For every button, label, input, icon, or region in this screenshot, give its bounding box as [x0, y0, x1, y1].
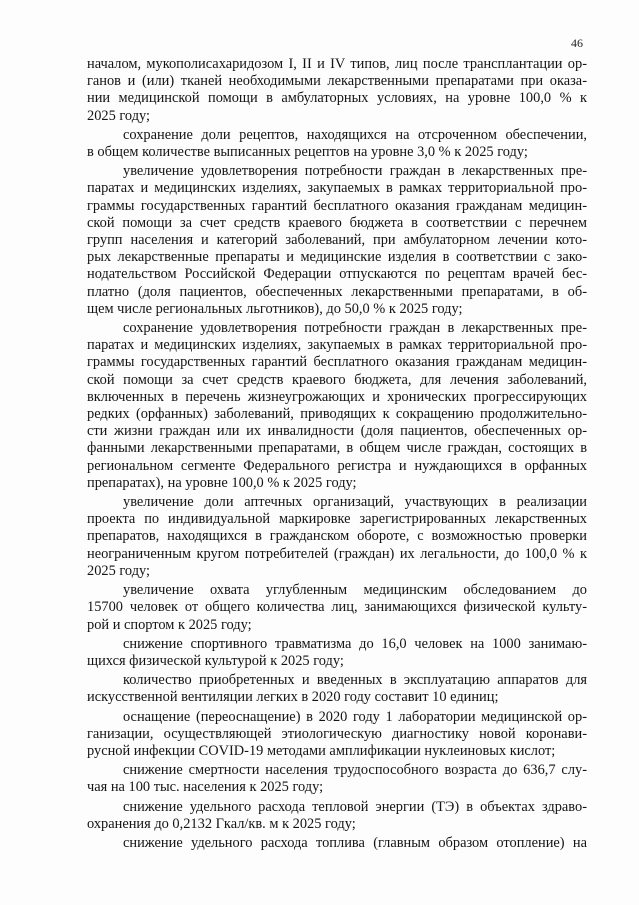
paragraph: [87, 127, 587, 161]
paragraph: [87, 56, 587, 125]
text-line: нодательством Российской Федерации отпускаются по рецептам врачей бес-: [87, 266, 587, 283]
text-line: платно (доля пациентов, обеспеченных лекарственными препаратами, в об-: [87, 283, 587, 300]
text-line: щихся физической культурой к 2025 году;: [87, 652, 344, 669]
text-line: увеличение охвата углубленным медицинским обследованием до: [123, 582, 587, 599]
text-line: граммы государственных гарантий бесплатного оказания гражданам медицин-: [87, 354, 587, 371]
paragraph: [87, 799, 587, 833]
text-line: ганов и (или) тканей необходимыми лекарственными препаратами при оказа-: [87, 73, 587, 90]
text-line: рых лекарственные препараты и медицинские изделия в соответствии с зако-: [87, 249, 587, 266]
paragraph: [87, 494, 587, 580]
text-line: сохранение удовлетворения потребности граждан в лекарственных пре-: [123, 320, 587, 337]
paragraph: [87, 762, 587, 796]
text-line: снижение удельного расхода топлива (главным образом отопление) на: [123, 834, 587, 851]
text-line: региональном сегменте Федерального регистра и нуждающихся в орфанных: [87, 457, 587, 474]
text-line: чая на 100 тыс. населения к 2025 году;: [87, 779, 324, 796]
text-line: началом, мукополисахаридозом I, II и IV типов, лиц после трансплантации ор-: [87, 56, 587, 72]
text-line: увеличение доли аптечных организаций, участвующих в реализации: [123, 494, 587, 511]
text-line: групп населения и категорий заболеваний, при амбулаторном лечении кото-: [87, 232, 587, 249]
text-line: щем числе региональных льготников), до 50,0 % к 2025 году;: [87, 300, 463, 317]
text-line: сохранение доли рецептов, находящихся на отсроченном обеспечении,: [123, 126, 587, 143]
paragraph: [87, 582, 587, 634]
paragraph: [87, 835, 587, 852]
page-number: 46: [571, 36, 583, 50]
text-line: увеличение удовлетворения потребности граждан в лекарственных пре-: [123, 163, 587, 180]
text-line: препаратов, находящихся в гражданском обороте, с возможностью проверки: [87, 528, 587, 545]
paragraph: [87, 163, 587, 318]
text-line: препаратах), на уровне 100,0 % к 2025 году;: [87, 474, 357, 491]
text-line: ской помощи за счет средств краевого бюджета, для лечения заболеваний,: [87, 371, 587, 388]
text-line: ской помощи за счет средств краевого бюджета в соответствии с перечнем: [87, 214, 587, 231]
text-line: оснащение (переоснащение) в 2020 году 1 лаборатории медицинской ор-: [123, 708, 587, 725]
text-line: ганизации, осуществляющей этиологическую диагностику новой коронави-: [87, 725, 587, 742]
text-line: нии медицинской помощи в амбулаторных условиях, на уровне 100,0 % к: [87, 90, 587, 107]
text-line: искусственной вентиляции легких в 2020 году составит 10 единиц;: [87, 689, 499, 706]
text-line: русной инфекции COVID-19 методами амплификации нуклеиновых кислот;: [87, 742, 556, 759]
paragraph: [87, 636, 587, 670]
text-line: снижение смертности населения трудоспособного возраста до 636,7 слу-: [123, 762, 587, 779]
document-body: [87, 56, 587, 854]
paragraph: [87, 672, 587, 706]
paragraph: [87, 709, 587, 761]
text-line: количество приобретенных и введенных в эксплуатацию аппаратов для: [123, 672, 587, 689]
text-line: в общем количестве выписанных рецептов на уровне 3,0 % к 2025 году;: [87, 144, 528, 161]
text-line: паратах и медицинских изделиях, закупаемых в рамках территориальной про-: [87, 337, 587, 354]
text-line: охранения до 0,2132 Гкал/кв. м к 2025 году;: [87, 815, 356, 832]
text-line: снижение спортивного травматизма до 16,0 человек на 1000 занимаю-: [123, 635, 587, 652]
text-line: 2025 году;: [87, 562, 151, 579]
text-line: сти жизни граждан или их инвалидности (доля пациентов, обеспеченных ор-: [87, 423, 587, 440]
text-line: граммы государственных гарантий бесплатного оказания гражданам медицин-: [87, 197, 587, 214]
text-line: снижение удельного расхода тепловой энергии (ТЭ) в объектах здраво-: [123, 798, 587, 815]
text-line: рой и спортом к 2025 году;: [87, 616, 252, 633]
text-line: 2025 году;: [87, 107, 151, 124]
text-line: включенных в перечень жизнеугрожающих и хронических прогрессирующих: [87, 388, 587, 405]
text-line: редких (орфанных) заболеваний, приводящих к сокращению продолжительно-: [87, 406, 587, 423]
text-line: 15700 человек от общего количества лиц, занимающихся физической культу-: [87, 599, 587, 616]
paragraph: [87, 320, 587, 492]
text-line: неограниченным кругом потребителей (граждан) их легальности, до 100,0 % к: [87, 545, 587, 562]
text-line: фанными лекарственными препаратами, в общем числе граждан, состоящих в: [87, 440, 587, 457]
text-line: проекта по индивидуальной маркировке зарегистрированных лекарственных: [87, 511, 587, 528]
text-line: паратах и медицинских изделиях, закупаемых в рамках территориальной про-: [87, 180, 587, 197]
